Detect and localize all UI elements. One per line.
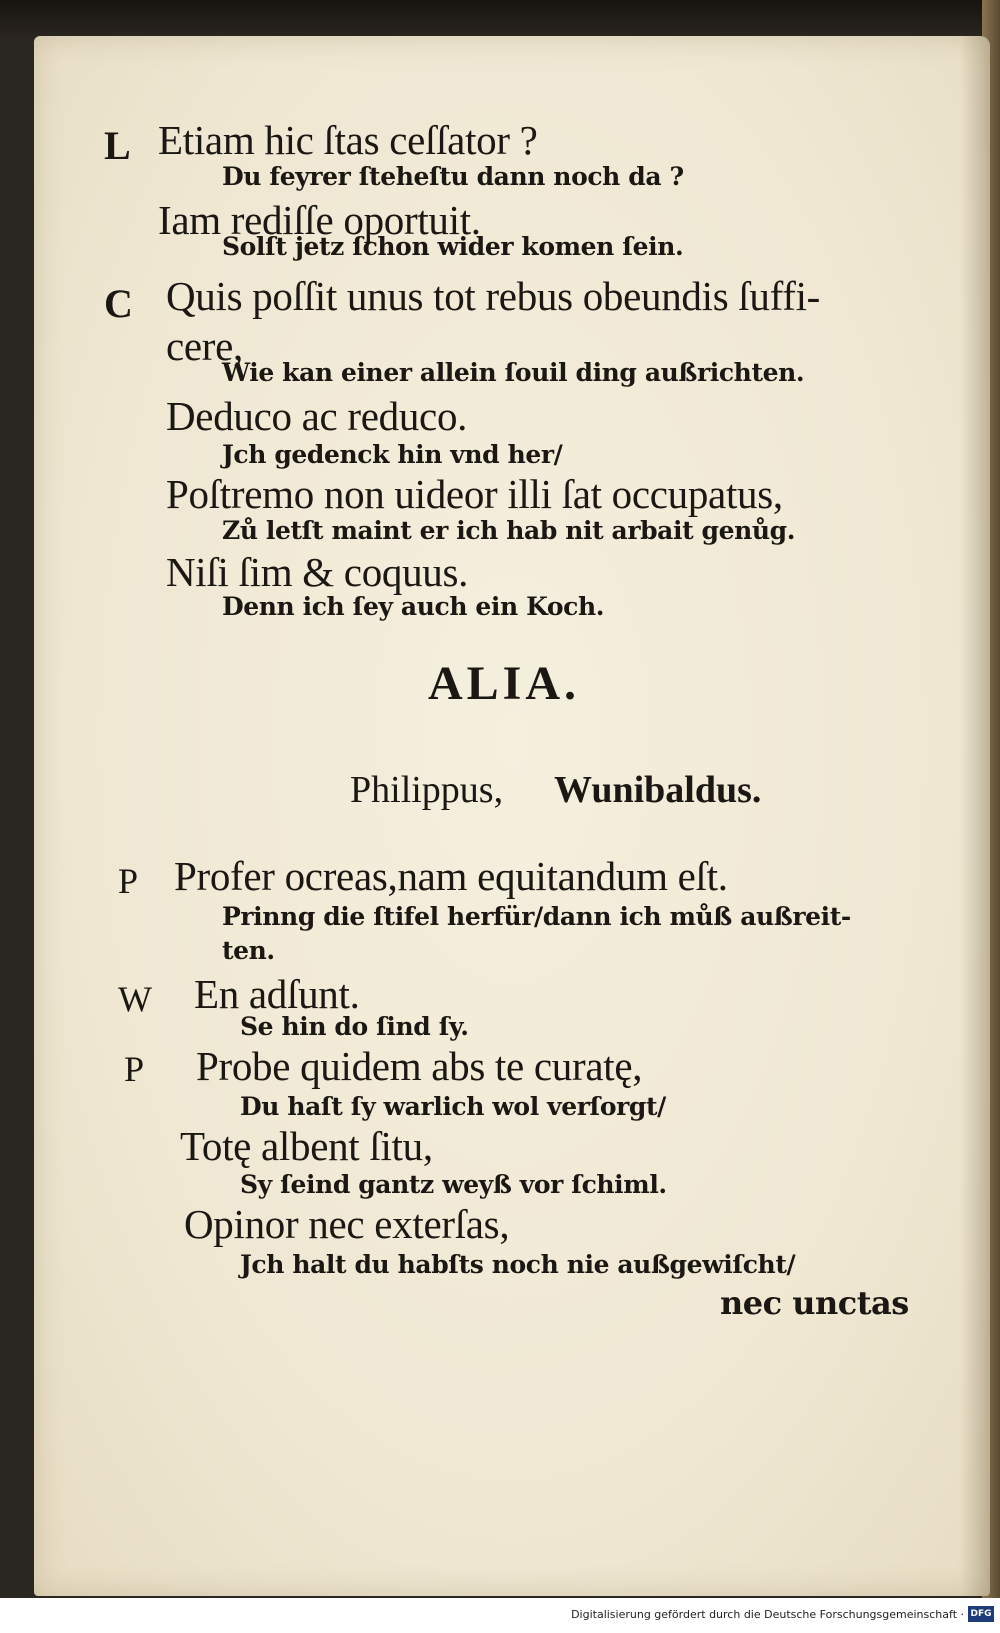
catchword: nec unctas xyxy=(720,1284,909,1322)
text-line: ten. xyxy=(222,936,275,965)
speaker-name-philippus: Philippus, xyxy=(350,769,504,811)
section-heading: ALIA. xyxy=(428,657,581,710)
speaker-name-wunibaldus: Wunibaldus. xyxy=(554,769,762,811)
speaker-initial-l: L xyxy=(104,123,131,168)
text-line: Profer ocreas,nam equitandum eſt. xyxy=(174,853,728,899)
page-gutter-shadow xyxy=(960,36,990,1596)
text-line: Jch halt du habſts noch nie außgewiſcht/ xyxy=(240,1250,796,1279)
text-line: Totę albent ſitu, xyxy=(180,1123,433,1169)
text-line: Deduco ac reduco. xyxy=(166,393,468,439)
dfg-logo-icon: DFG xyxy=(968,1606,994,1622)
text-line: Denn ich ſey auch ein Koch. xyxy=(222,592,605,621)
text-line: En adſunt. xyxy=(194,971,360,1017)
text-line: Niſi ſim & coquus. xyxy=(166,549,469,595)
scan-background-top xyxy=(0,0,1000,40)
text-line: Solſt jetz ſchon wider komen ſein. xyxy=(222,232,684,261)
text-line: Du haſt ſy warlich wol verſorgt/ xyxy=(240,1092,666,1121)
text-line: Probe quidem abs te curatę, xyxy=(196,1043,643,1089)
text-line: Wie kan einer allein ſouil ding außrichten. xyxy=(222,358,805,387)
footer-credit: Digitalisierung gefördert durch die Deutsche Forschungsgemeinschaft · xyxy=(571,1608,964,1621)
digitization-footer xyxy=(0,1598,1000,1633)
speaker-initial-p: P xyxy=(118,861,139,901)
book-page xyxy=(34,36,990,1596)
text-line: cere, xyxy=(166,323,243,369)
text-line: Se hin do ſind ſy. xyxy=(240,1012,469,1041)
speaker-initial-w: W xyxy=(118,979,152,1019)
text-line: Iam rediſſe oportuit. xyxy=(158,197,481,243)
text-line: Zů letſt maint er ich hab nit arbait genůg. xyxy=(222,516,796,545)
speaker-initial-c: C xyxy=(104,281,133,326)
text-line: Etiam hic ſtas ceſſator ? xyxy=(158,117,538,163)
speaker-initial-p: P xyxy=(124,1049,145,1089)
text-line: Jch gedenck hin vnd her/ xyxy=(222,440,563,469)
text-line: Poſtremo non uideor illi ſat occupatus, xyxy=(166,471,783,517)
text-line: Quis poſſit unus tot rebus obeundis ſuffi- xyxy=(166,273,821,319)
text-line: Opinor nec exterſas, xyxy=(184,1201,510,1247)
text-line: Sy ſeind gantz weyß vor ſchiml. xyxy=(240,1170,667,1199)
text-line: Du feyrer ſteheſtu dann noch da ? xyxy=(222,162,684,191)
text-line: Prinng die ſtifel herfür/dann ich můß außreit- xyxy=(222,902,851,931)
